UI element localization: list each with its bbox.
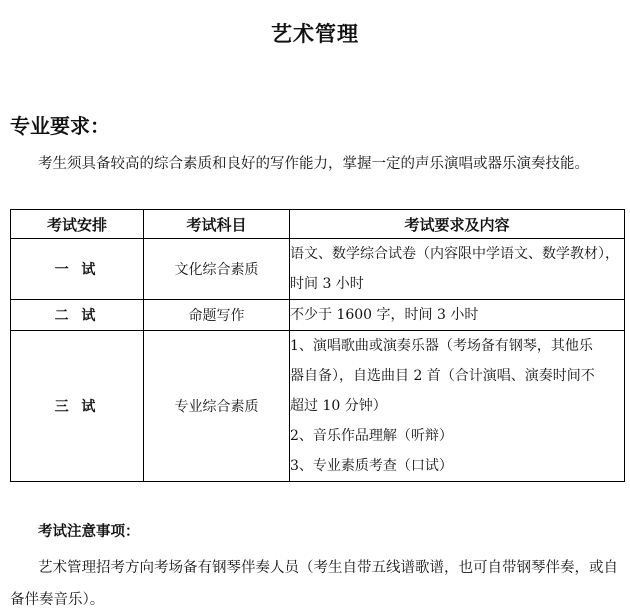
content-line: 语文、数学综合试卷（内容限中学语文、数学教材）， bbox=[290, 246, 619, 262]
exam-content bbox=[290, 239, 625, 300]
exam-content bbox=[290, 300, 625, 331]
exam-subject: 专业综合素质 bbox=[144, 331, 290, 482]
content-line: 超过 10 分钟） bbox=[290, 398, 387, 414]
content-line: 2、音乐作品理解（听辩） bbox=[290, 428, 453, 444]
content-line: 不少于 1600 字，时间 3 小时 bbox=[290, 307, 479, 323]
header-exam-content: 考试要求及内容 bbox=[290, 210, 625, 239]
table-row bbox=[11, 331, 625, 482]
table-row bbox=[11, 239, 625, 300]
header-exam-subject: 考试科目 bbox=[144, 210, 290, 239]
header-exam-arrangement: 考试安排 bbox=[11, 210, 144, 239]
content-line: 1、演唱歌曲或演奏乐器（考场备有钢琴，其他乐 bbox=[290, 338, 593, 354]
notes-paragraph: 艺术管理招考方向考场备有钢琴伴奏人员（考生自带五线谱歌谱，也可自带钢琴伴奏，或自备伴奏音乐）。 bbox=[10, 560, 618, 608]
notes-heading: 考试注意事项： bbox=[38, 523, 140, 540]
table-header-row bbox=[11, 210, 625, 239]
content-line: 器自备），自选曲目 2 首（合计演唱、演奏时间不 bbox=[290, 368, 595, 384]
exam-round: 三 试 bbox=[11, 331, 144, 482]
exam-table bbox=[10, 209, 625, 482]
content-line: 时间 3 小时 bbox=[290, 276, 364, 292]
exam-subject: 文化综合素质 bbox=[144, 239, 290, 300]
intro-paragraph: 考生须具备较高的综合素质和良好的写作能力，掌握一定的声乐演唱或器乐演奏技能。 bbox=[38, 156, 589, 172]
table-row bbox=[11, 300, 625, 331]
exam-round: 一 试 bbox=[11, 239, 144, 300]
exam-subject: 命题写作 bbox=[144, 300, 290, 331]
content-line: 3、专业素质考查（口试） bbox=[290, 458, 453, 474]
section-heading: 专业要求： bbox=[10, 114, 110, 138]
exam-content bbox=[290, 331, 625, 482]
document-title: 艺术管理 bbox=[271, 21, 359, 46]
exam-round: 二 试 bbox=[11, 300, 144, 331]
